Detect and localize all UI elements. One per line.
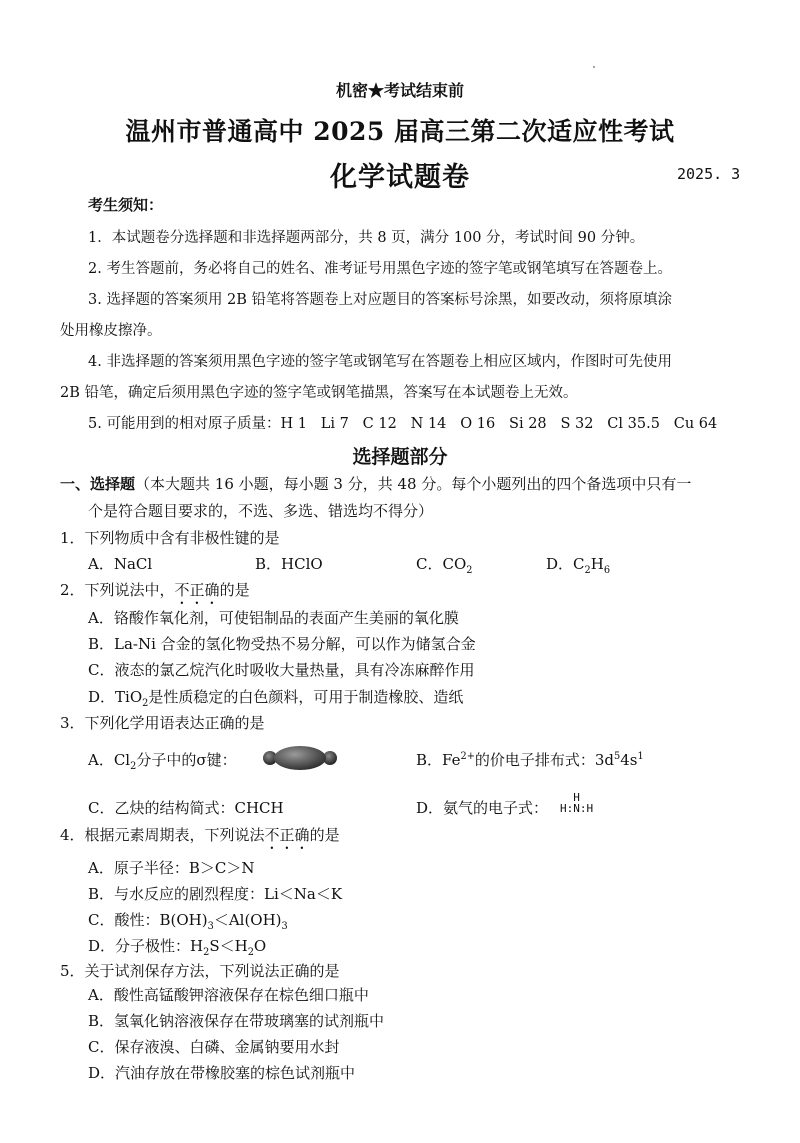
- part-label: 一、选择题: [60, 475, 136, 493]
- q4-option-a: A．原子半径：B＞C＞N: [88, 859, 255, 877]
- q5-option-b: B．氢氧化钠溶液保存在带玻璃塞的试剂瓶中: [88, 1012, 385, 1030]
- notice-item-3: 3. 选择题的答案须用 2B 铅笔将答题卷上对应题目的答案标号涂黑，如要改动，须将原填涂: [88, 292, 673, 308]
- q5-option-a: A．酸性高锰酸钾溶液保存在棕色细口瓶中: [88, 986, 369, 1004]
- nh3-top-h: H: [573, 791, 580, 804]
- notice-item-4: 4. 非选择题的答案须用黑色字迹的签字笔或钢笔写在答题卷上相应区域内，作图时可先使用: [88, 354, 672, 370]
- part-desc-cont: 个是符合题目要求的，不选、多选、错选均不得分）: [88, 502, 434, 520]
- q1-option-b: B．HClO: [255, 555, 323, 573]
- q3-option-d: D．氨气的电子式：: [416, 799, 549, 817]
- notice-item-5: 5. 可能用到的相对原子质量：H 1 Li 7 C 12 N 14 O 16 Si 28 S 32 Cl 35.5 Cu 64: [88, 416, 718, 432]
- q3-option-b: B．$Fe^{2+}$的价电子排布式：$3d^54s^1$: [416, 751, 644, 769]
- q3-option-a: A．$Cl_2$分子中的σ键：: [88, 751, 237, 772]
- exam-title: 温州市普通高中 2025 届高三第二次适应性考试: [125, 117, 675, 146]
- q2-option-c: C．液态的氯乙烷汽化时吸收大量热量，具有冷冻麻醉作用: [88, 661, 475, 679]
- notice-heading: 考生须知：: [88, 196, 164, 214]
- q2-option-b: B．La-Ni 合金的氢化物受热不易分解，可以作为储氢合金: [88, 635, 476, 653]
- q1-stem: 1．下列物质中含有非极性键的是: [60, 529, 280, 547]
- section-title: 选择题部分: [352, 446, 448, 468]
- q3-option-c: C．乙炔的结构简式：CHCH: [88, 799, 284, 817]
- confidential-label: 机密★考试结束前: [335, 81, 464, 100]
- notice-item-1: 1．本试题卷分选择题和非选择题两部分，共 8 页，满分 100 分，考试时间 90 分钟。: [88, 230, 645, 246]
- ammonia-electron-formula: [560, 792, 593, 814]
- q5-option-c: C．保存液溴、白磷、金属钠要用水封: [88, 1038, 340, 1056]
- q1-option-a: A．NaCl: [88, 555, 153, 573]
- exam-subtitle: 化学试题卷: [330, 162, 470, 193]
- q1-option-d: D．$C_2H_6$: [546, 555, 611, 576]
- scan-speck: [593, 66, 595, 68]
- part-desc: （本大题共 16 小题，每小题 3 分，共 48 分。每个小题列出的四个备选项中只有一: [135, 475, 692, 493]
- q4-option-c: C．酸性：$B(OH)_3<Al(OH)_3$: [88, 911, 288, 932]
- q2-option-a: A．铬酸作氧化剂，可使铝制品的表面产生美丽的氧化膜: [88, 609, 459, 627]
- nh3-middle: H:N:H: [560, 802, 594, 815]
- q5-option-d: D．汽油存放在带橡胶塞的棕色试剂瓶中: [88, 1064, 356, 1082]
- q4-stem: 4．根据元素周期表，下列说法不正确的是: [60, 826, 340, 844]
- q3-stem: 3．下列化学用语表达正确的是: [60, 714, 265, 732]
- notice-item-3-cont: 处用橡皮擦净。: [60, 323, 162, 339]
- q5-stem: 5．关于试剂保存方法，下列说法正确的是: [60, 962, 340, 980]
- sigma-bond-orbital-image: [262, 745, 338, 771]
- q2-stem: 2．下列说法中，不正确的是: [60, 581, 250, 599]
- notice-item-2: 2. 考生答题前，务必将自己的姓名、准考证号用黑色字迹的签字笔或钢笔填写在答题卷上。: [88, 261, 672, 277]
- q4-option-b: B．与水反应的剧烈程度：Li＜Na＜K: [88, 885, 343, 903]
- q4-option-d: D．分子极性：$H_2S<H_2O$: [88, 937, 267, 958]
- q1-option-c: C．$CO_2$: [416, 555, 473, 576]
- part-heading: [60, 473, 691, 494]
- exam-date: 2025. 3: [677, 165, 741, 183]
- notice-item-4-cont: 2B 铅笔，确定后须用黑色字迹的签字笔或钢笔描黑，答案写在本试题卷上无效。: [60, 385, 578, 401]
- q2-option-d: D．TiO$_2$是性质稳定的白色颜料，可用于制造橡胶、造纸: [88, 688, 464, 709]
